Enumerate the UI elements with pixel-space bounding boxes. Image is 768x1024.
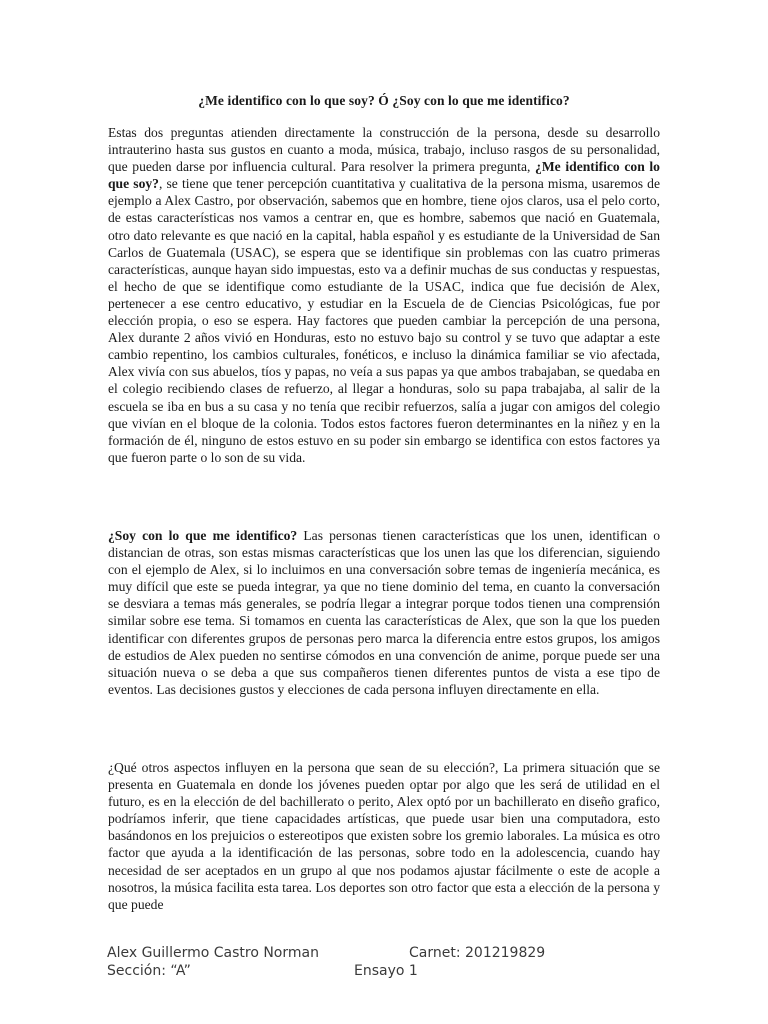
paragraph-3: [108, 759, 660, 913]
footer-carnet: Carnet: 201219829: [409, 945, 546, 961]
paragraph-2-text: Las personas tienen características que los unen, identifican o distancian de otras, son estas mismas características que los unen las que los diferencian, siguiendo con el ejemplo de Alex, si lo incluimos en una conversación sobre temas de ingeniería mecánica, es muy difícil que este se pueda integrar, ya que no tiene dominio del tema, en cuanto la conversación se desviara a temas más generales, se podría llegar a integrar porque todos tienen una comprensión similar sobre ese tema. Si tomamos en cuenta las características de Alex, que son la que los pueden identificar con diferentes grupos de personas pero marca la diferencia entre estos grupos, los amigos de estudios de Alex pueden no sentirse cómodos en una convención de anime, porque puede ser una situación nueva o se deba a que sus compañeros tienen diferentes puntos de vista a ese tipo de eventos. Las decisiones gustos y elecciones de cada persona influyen directamente en ella.: [108, 528, 660, 697]
paragraph-1-text-cont: , se tiene que tener percepción cuantitativa y cualitativa de la persona misma, usaremos de ejemplo a Alex Castro, por observación, sabemos que en hombre, tiene ojos claros, usa el pelo corto, de estas características nos vamos a centrar en, que es hombre, sabemos que nació en Guatemala, otro dato relevante es que nació en la capital, habla español y es estudiante de la Universidad de San Carlos de Guatemala (USAC), se espera que se identifique sin problemas con las cuatro primeras características, aunque hayan sido impuestas, esto va a definir muchas de sus conductas y respuestas, el hecho de que se identifique como estudiante de la USAC, indica que fue decisión de Alex, pertenecer a ese centro educativo, y estudiar en la Escuela de de Ciencias Psicológicas, fue por elección propia, o eso se espera. Hay factores que pueden cambiar la percepción de una persona, Alex durante 2 años vivió en Honduras, esto no estuvo bajo su control y se tuvo que adaptar a este cambio repentino, los cambios culturales, fonéticos, e incluso la dinámica familiar se vio afectada, Alex vivía con sus abuelos, tíos y papas, no veía a sus papas ya que ambos trabajaban, se quedaba en el colegio recibiendo clases de refuerzo, al llegar a honduras, solo su papa trabajaba, al salir de la escuela se iba en bus a su casa y no tenía que recibir refuerzos, salía a jugar con amigos del colegio que vivían en el bloque de la colonia. Todos estos factores fueron determinantes en la niñez y en la formación de él, ninguno de estos estuvo en su poder sin embargo se identifica con estos factores ya que fueron parte o lo son de su vida.: [108, 176, 660, 465]
document-title: ¿Me identifico con lo que soy? Ó ¿Soy con lo que me identifico?: [198, 93, 570, 108]
question-2-heading: ¿Soy con lo que me identifico?: [108, 528, 298, 543]
paragraph-1-text: Estas dos preguntas atienden directamente la construcción de la persona, desde su desarrollo intrauterino hasta sus gustos en cuanto a moda, música, trabajo, incluso rasgos de su personalidad, que pueden darse por influencia cultural. Para resolver la primera pregunta,: [108, 125, 660, 175]
question-1-heading: ¿Me identifico con lo que soy?: [108, 159, 660, 192]
paragraph-1: [108, 124, 660, 466]
footer-author-name: Alex Guillermo Castro Norman: [107, 945, 319, 961]
footer-section: Sección: “A”: [107, 963, 191, 979]
footer-essay-label: Ensayo 1: [354, 963, 418, 979]
paragraph-2: [108, 527, 660, 698]
paragraph-3-text: ¿Qué otros aspectos influyen en la persona que sean de su elección?, La primera situación que se presenta en Guatemala en donde los jóvenes pueden optar por algo que les será de utilidad en el futuro, es en la elección de del bachillerato o perito, Alex optó por un bachillerato en diseño grafico, podríamos inferir, que tiene capacidades artísticas, que puede usar bien una computadora, esto basándonos en los prejuicios o estereotipos que existen sobre los gremio laborales. La música es otro factor que ayuda a la identificación de las personas, sobre todo en la adolescencia, cuando hay necesidad de ser aceptados en un grupo al que nos podamos ajustar fácilmente o este de acople a nosotros, la música facilita esta tarea. Los deportes son otro factor que esta a elección de la persona y que puede: [108, 760, 660, 912]
